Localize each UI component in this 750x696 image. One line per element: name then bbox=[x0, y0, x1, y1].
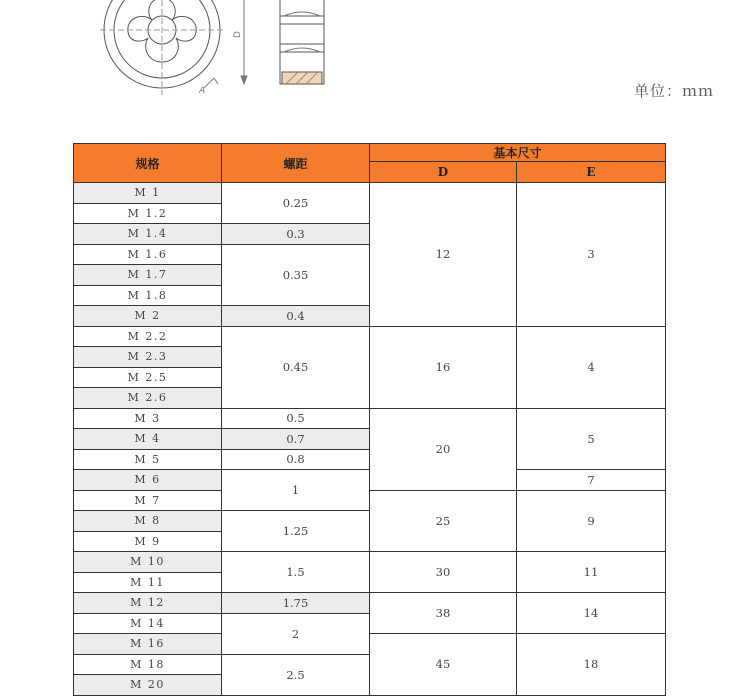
table-row bbox=[74, 634, 666, 655]
d-cell: 20 bbox=[370, 408, 517, 490]
pitch-cell: 0.25 bbox=[222, 183, 370, 224]
pitch-cell: 1.5 bbox=[222, 552, 370, 593]
header-basic-size: 基本尺寸 bbox=[370, 144, 666, 162]
d-cell: 12 bbox=[370, 183, 517, 327]
pitch-cell: 0.4 bbox=[222, 306, 370, 327]
pitch-cell: 0.7 bbox=[222, 429, 370, 450]
table-row bbox=[74, 326, 666, 347]
dimension-line-d bbox=[241, 0, 247, 84]
size-cell: M 9 bbox=[74, 531, 222, 552]
size-cell: M 2.2 bbox=[74, 326, 222, 347]
spec-table bbox=[73, 143, 666, 696]
die-side-view bbox=[280, 0, 324, 84]
size-cell: M 18 bbox=[74, 654, 222, 675]
d-cell: 16 bbox=[370, 326, 517, 408]
e-cell: 11 bbox=[517, 552, 666, 593]
size-cell: M 16 bbox=[74, 634, 222, 655]
size-cell: M 1.4 bbox=[74, 224, 222, 245]
d-cell: 38 bbox=[370, 593, 517, 634]
table-row bbox=[74, 408, 666, 429]
pitch-cell: 0.35 bbox=[222, 244, 370, 306]
pitch-cell: 1 bbox=[222, 470, 370, 511]
header-d: D bbox=[370, 162, 517, 183]
e-cell: 14 bbox=[517, 593, 666, 634]
d-cell: 45 bbox=[370, 634, 517, 696]
size-cell: M 2.3 bbox=[74, 347, 222, 368]
die-technical-drawing bbox=[0, 0, 750, 120]
size-cell: M 12 bbox=[74, 593, 222, 614]
d-cell: 25 bbox=[370, 490, 517, 552]
size-cell: M 10 bbox=[74, 552, 222, 573]
e-cell: 7 bbox=[517, 470, 666, 491]
size-cell: M 1.7 bbox=[74, 265, 222, 286]
size-cell: M 4 bbox=[74, 429, 222, 450]
unit-label: 单位：ｍｍ bbox=[634, 82, 715, 100]
size-cell: M 2.5 bbox=[74, 367, 222, 388]
size-cell: M 1.8 bbox=[74, 285, 222, 306]
header-e: E bbox=[517, 162, 666, 183]
e-cell: 5 bbox=[517, 408, 666, 470]
e-cell: 3 bbox=[517, 183, 666, 327]
size-cell: M 8 bbox=[74, 511, 222, 532]
size-cell: M 1 bbox=[74, 183, 222, 204]
section-label-a: A bbox=[199, 86, 206, 96]
header-pitch: 螺距 bbox=[222, 144, 370, 183]
pitch-cell: 2 bbox=[222, 613, 370, 654]
e-cell: 18 bbox=[517, 634, 666, 696]
table-row bbox=[74, 593, 666, 614]
table-row bbox=[74, 490, 666, 511]
pitch-cell: 1.25 bbox=[222, 511, 370, 552]
die-front-view bbox=[100, 0, 224, 95]
e-cell: 4 bbox=[517, 326, 666, 408]
size-cell: M 1.2 bbox=[74, 203, 222, 224]
pitch-cell: 0.45 bbox=[222, 326, 370, 408]
pitch-cell: 0.5 bbox=[222, 408, 370, 429]
d-cell: 30 bbox=[370, 552, 517, 593]
size-cell: M 3 bbox=[74, 408, 222, 429]
dimension-label-d: D bbox=[233, 31, 243, 38]
size-cell: M 2 bbox=[74, 306, 222, 327]
size-cell: M 2.6 bbox=[74, 388, 222, 409]
table-row bbox=[74, 552, 666, 573]
pitch-cell: 0.8 bbox=[222, 449, 370, 470]
size-cell: M 11 bbox=[74, 572, 222, 593]
size-cell: M 5 bbox=[74, 449, 222, 470]
pitch-cell: 0.3 bbox=[222, 224, 370, 245]
size-cell: M 1.6 bbox=[74, 244, 222, 265]
pitch-cell: 2.5 bbox=[222, 654, 370, 695]
e-cell: 9 bbox=[517, 490, 666, 552]
size-cell: M 14 bbox=[74, 613, 222, 634]
size-cell: M 7 bbox=[74, 490, 222, 511]
table-row bbox=[74, 183, 666, 204]
size-cell: M 6 bbox=[74, 470, 222, 491]
header-spec: 规格 bbox=[74, 144, 222, 183]
size-cell: M 20 bbox=[74, 675, 222, 696]
pitch-cell: 1.75 bbox=[222, 593, 370, 614]
